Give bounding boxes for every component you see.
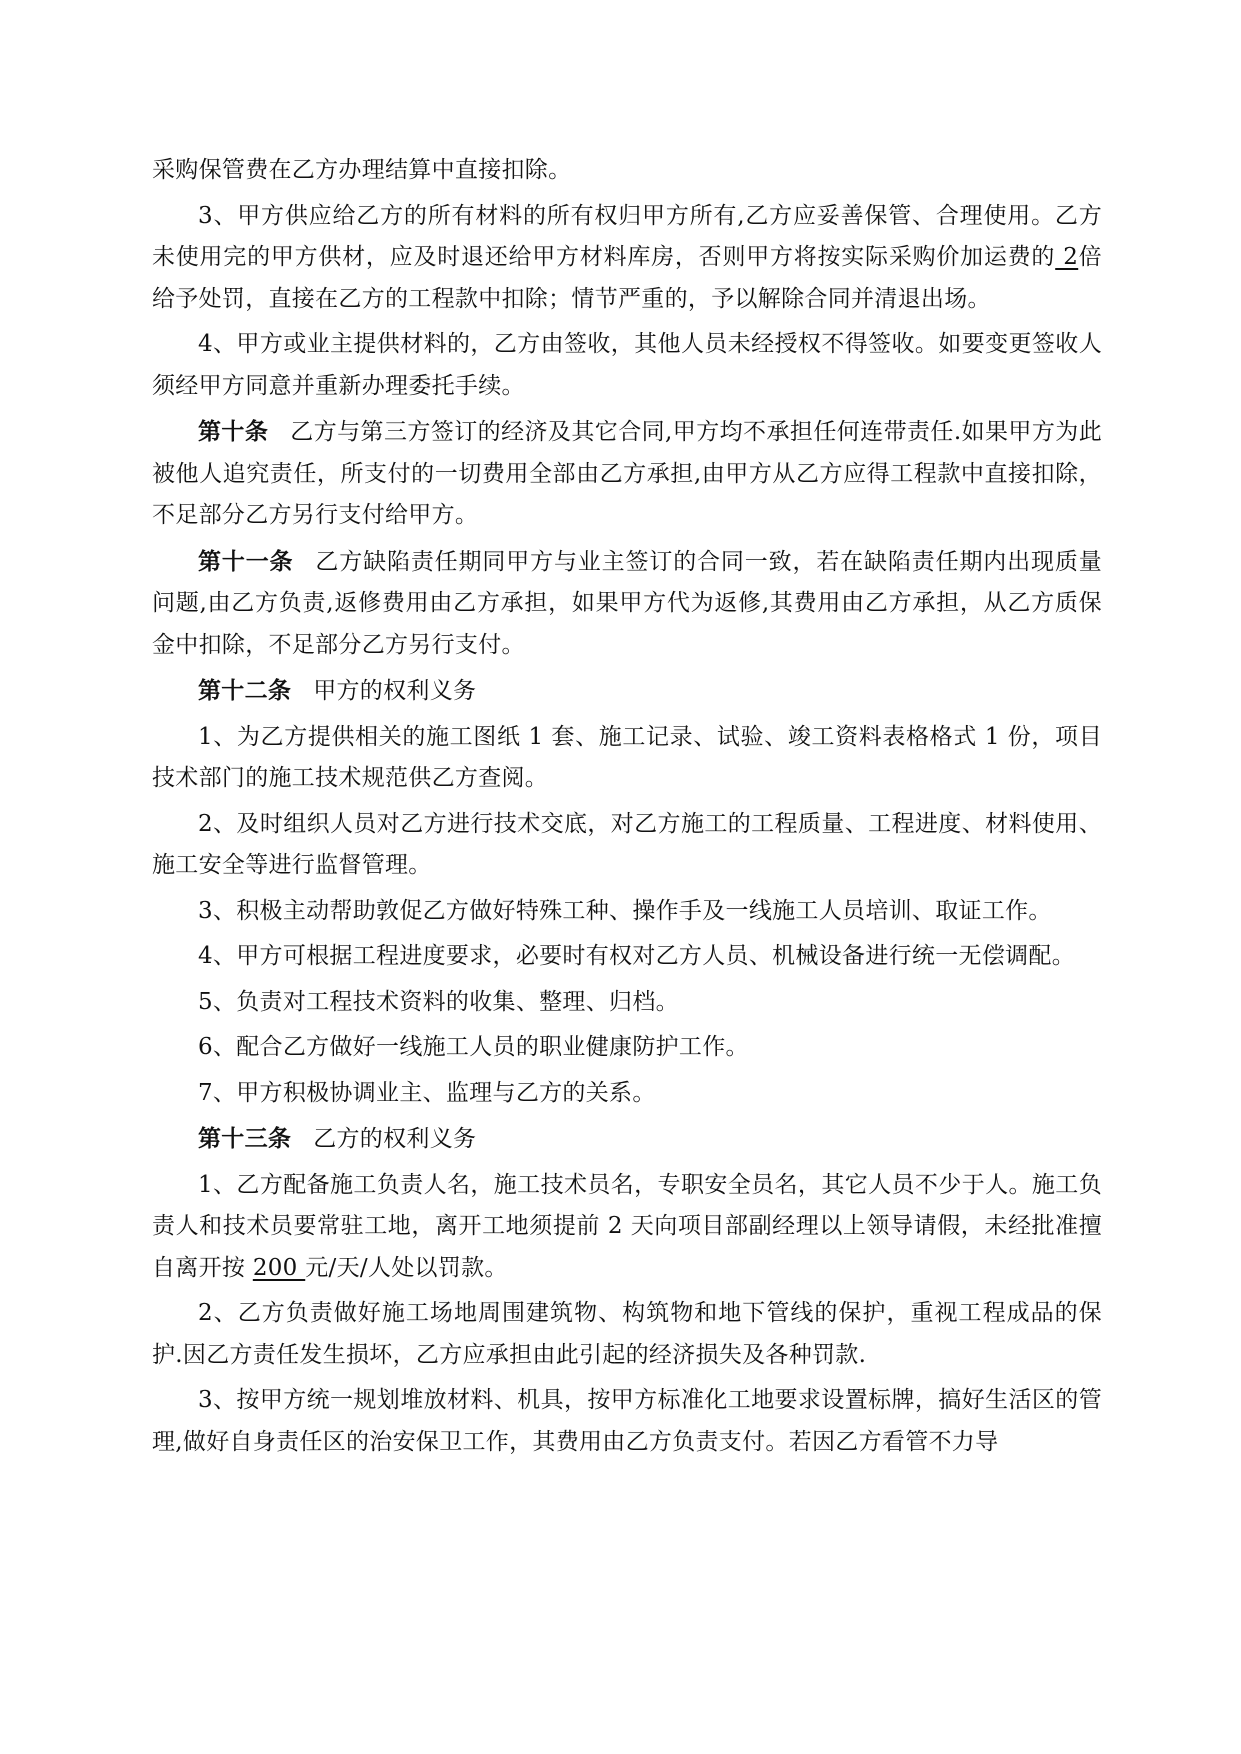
paragraph (152, 1380, 1102, 1463)
paragraph-text: 7、甲方积极协调业主、监理与乙方的关系。 (198, 1079, 656, 1106)
paragraph (152, 1073, 1102, 1115)
article-heading: 第十一条 (198, 547, 294, 575)
paragraph (152, 541, 1102, 667)
paragraph-text: 6、配合乙方做好一线施工人员的职业健康防护工作。 (198, 1034, 749, 1060)
paragraph-text: 5、负责对工程技术资料的收集、整理、归档。 (198, 988, 679, 1015)
article-heading: 第十三条 (198, 1125, 292, 1152)
paragraph (152, 196, 1102, 321)
paragraph-text: 乙方与第三方签订的经济及其它合同,甲方均不承担任何连带责任.如果甲方为此被他人追究责任，所支付的一切费用全部由乙方承担,由甲方从乙方应得工程款中直接扣除，不足部分乙方另行支付给甲方。 (152, 419, 1103, 528)
paragraph (152, 936, 1102, 978)
paragraph-text: 乙方缺陷责任期同甲方与业主签订的合同一致，若在缺陷责任期内出现质量问题,由乙方负责,返修费用由乙方承担，如果甲方代为返修,其费用由乙方承担，从乙方质保金中扣除，不足部分乙方另行支付。 (152, 548, 1103, 658)
paragraph (152, 891, 1102, 933)
paragraph (152, 717, 1102, 800)
paragraph-text: 2、乙方负责做好施工场地周围建筑物、构筑物和地下管线的保护，重视工程成品的保护.因乙方责任发生损坏，乙方应承担由此引起的经济损失及各种罚款. (152, 1300, 1102, 1368)
paragraph-text: 1、乙方配备施工负责人名，施工技术员名，专职安全员名，其它人员不少于人。施工负责人和技术员要常驻工地，离开工地须提前 2 天向项目部副经理以上领导请假，未经批准擅自离开按 (152, 1171, 1102, 1281)
document-page (152, 150, 1102, 1467)
paragraph (152, 1293, 1102, 1376)
paragraph (152, 1118, 1102, 1161)
underlined-value: 200 (252, 1254, 306, 1281)
article-heading: 第十二条 (198, 677, 292, 704)
paragraph-text: 采购保管费在乙方办理结算中直接扣除。 (152, 157, 572, 183)
paragraph-text: 甲方的权利义务 (313, 678, 477, 704)
paragraph-text: 倍给予处罚，直接在乙方的工程款中扣除；情节严重的，予以解除合同并清退出场。 (152, 244, 1102, 312)
paragraph (152, 150, 1102, 192)
paragraph-text: 4、甲方或业主提供材料的，乙方由签收，其他人员未经授权不得签收。如要变更签收人须经甲方同意并重新办理委托手续。 (152, 331, 1102, 399)
paragraph (152, 1165, 1102, 1290)
paragraph (152, 982, 1102, 1024)
paragraph-text: 3、甲方供应给乙方的所有材料的所有权归甲方所有,乙方应妥善保管、合理使用。乙方未使用完的甲方供材，应及时退还给甲方材料库房，否则甲方将按实际采购价加运费的 (152, 202, 1102, 270)
paragraph-text: 乙方的权利义务 (313, 1126, 477, 1152)
paragraph-text: 3、按甲方统一规划堆放材料、机具，按甲方标准化工地要求设置标牌，搞好生活区的管理,做好自身责任区的治安保卫工作，其费用由乙方负责支付。若因乙方看管不力导 (152, 1387, 1102, 1455)
paragraph (152, 804, 1102, 887)
paragraph (152, 324, 1102, 407)
article-heading: 第十条 (198, 418, 269, 445)
paragraph (152, 411, 1102, 537)
underlined-value: 2 (1055, 244, 1079, 270)
paragraph-text: 3、积极主动帮助敦促乙方做好特殊工种、操作手及一线施工人员培训、取证工作。 (198, 897, 1052, 924)
paragraph-text: 1、为乙方提供相关的施工图纸 1 套、施工记录、试验、竣工资料表格格式 1 份，项目技术部门的施工技术规范供乙方查阅。 (152, 723, 1102, 791)
paragraph (152, 1027, 1102, 1069)
paragraph-text: 2、及时组织人员对乙方进行技术交底，对乙方施工的工程质量、工程进度、材料使用、施工安全等进行监督管理。 (152, 810, 1102, 878)
paragraph-text: 元/天/人处以罚款。 (305, 1254, 508, 1281)
paragraph (152, 670, 1102, 713)
paragraph-text: 4、甲方可根据工程进度要求，必要时有权对乙方人员、机械设备进行统一无偿调配。 (198, 943, 1076, 969)
